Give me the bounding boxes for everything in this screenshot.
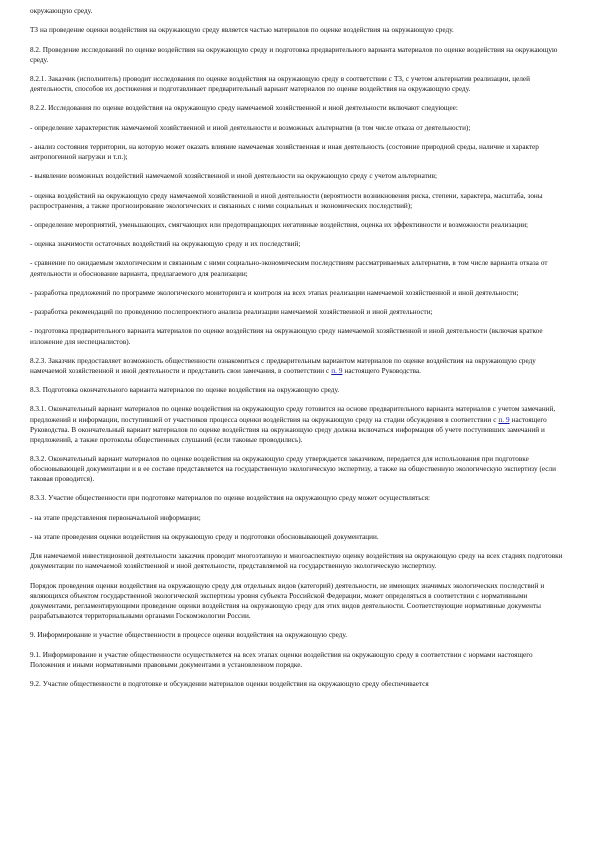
paragraph-text: 9.1. Информирование и участие общественности осуществляется на всех этапах оценки воздействия на окружающую среду в соответствии с нормами настоящего Положения и иными нормативными правовыми документами в установленном порядке.: [30, 650, 533, 669]
paragraph: [30, 142, 565, 162]
section-link[interactable]: п. 9: [498, 415, 510, 424]
paragraph-text: 8.2.1. Заказчик (исполнитель) проводит исследования по оценке воздействия на окружающую среду в соответствии с ТЗ, с учетом альтернатив реализации, целей деятельности, способов их достижения и подготавливает предварительный вариант материалов по оценке воздействия на окружающую среду.: [30, 74, 530, 94]
paragraph: [30, 258, 565, 278]
paragraph: [30, 493, 565, 503]
paragraph-text: - определение мероприятий, уменьшающих, смягчающих или предотвращающих негативные воздействия, оценка их эффективности и возможности реализации;: [30, 220, 529, 229]
paragraph: [30, 288, 565, 298]
paragraph-text-continued: настоящего Руководства. В окончательный вариант материалов по оценке воздействия на окружающую среду должна включаться информация об учете поступивших замечаний и предложений, а также протоколы общественных слушаний (если таковые проводились).: [30, 415, 547, 444]
paragraph: [30, 74, 565, 94]
paragraph-text: Порядок проведения оценки воздействия на окружающую среду для отдельных видов (категорий) деятельности, не имеющих значимых экологических последствий и являющихся объектом государственной экологической экспертизы уровня субъекта Российской Федерации, может определяться в соответствии с нормативными документами, регламентирующими проведение оценки воздействия на окружающую среду для этих видов деятельности. Соответствующие нормативные документы разрабатываются территориальными органами Госкомэкологии России.: [30, 581, 545, 620]
paragraph: [30, 239, 565, 249]
paragraph-text: 8.2.2. Исследования по оценке воздействия на окружающую среду намечаемой хозяйственной и иной деятельности включают следующее:: [30, 104, 458, 113]
paragraph: [30, 123, 565, 133]
paragraph: [30, 385, 565, 395]
paragraph: [30, 551, 565, 571]
paragraph: [30, 171, 565, 181]
paragraph-text: 9.2. Участие общественности в подготовке и обсуждении материалов оценки воздействия на окружающую среду обеспечивается: [30, 679, 429, 688]
paragraph-text: - анализ состояния территории, на которую может оказать влияние намечаемая хозяйственная и иная деятельность (состояние природной среды, наличие и характер антропогенной нагрузки и т.п.);: [30, 142, 539, 161]
paragraph-text: - разработка предложений по программе экологического мониторинга и контроля на всех этапах реализации намечаемой хозяйственной и иной деятельности;: [30, 288, 519, 297]
paragraph-text: 8.3. Подготовка окончательного варианта материалов по оценке воздействия на окружающую среду.: [30, 386, 340, 395]
paragraph-text: - выявление возможных воздействий намечаемой хозяйственной и иной деятельности на окружающую среду с учетом альтернатив;: [30, 172, 437, 181]
paragraph-text: 8.3.1. Окончательный вариант материалов по оценке воздействия на окружающую среду готовится на основе предварительного варианта материалов с учетом замечаний, предложений и информации, поступившей от участников процесса оценки воздействия на окружающую среду на стадии обсуждения в соответствии с: [30, 405, 556, 424]
paragraph-text: 8.2.3. Заказчик предоставляет возможность общественности ознакомиться с предварительным вариантом материалов по оценке воздействия на окружающую среду намечаемой хозяйственной и иной деятельности и представить свои замечания, в соответствии с: [30, 356, 536, 375]
paragraph: [30, 45, 565, 65]
paragraph-text: 8.2. Проведение исследований по оценке воздействия на окружающую среду и подготовка предварительного варианта материалов по оценке воздействия на окружающую среду.: [30, 45, 558, 64]
paragraph-text: - разработка рекомендаций по проведению послепроектного анализа реализации намечаемой хозяйственной и иной деятельности;: [30, 308, 433, 317]
paragraph: [30, 454, 565, 484]
paragraph: [30, 326, 565, 346]
paragraph-text: - на этапе проведения оценки воздействия на окружающую среду и подготовки обосновывающей документации.: [30, 533, 379, 542]
paragraph-text: - сравнение по ожидаемым экологическим и связанным с ними социально-экономическим последствиям рассматриваемых альтернатив, в том числе варианта отказа от деятельности и обоснование варианта, предлагаемого для реализации;: [30, 259, 548, 278]
paragraph: [30, 404, 565, 444]
paragraph-text-continued: настоящего Руководства.: [342, 366, 421, 375]
paragraph: [30, 103, 565, 113]
paragraph-text: 8.3.2. Окончательный вариант материалов по оценке воздействия на окружающую среду утверждается заказчиком, передается для использования при подготовке обосновывающей документации и в ее составе представляется на государственную экологическую экспертизу, а также на общественную экологическую экспертизу (если таковая проводится).: [30, 455, 556, 484]
paragraph-text: - оценка значимости остаточных воздействий на окружающую среду и их последствий;: [30, 240, 301, 249]
document-page: [30, 6, 565, 698]
paragraph: [30, 356, 565, 376]
paragraph: [30, 679, 565, 689]
paragraph: [30, 220, 565, 230]
paragraph: [30, 581, 565, 621]
paragraph: [30, 532, 565, 542]
paragraph: [30, 25, 565, 35]
paragraph-text: - определение характеристик намечаемой хозяйственной и иной деятельности и возможных альтернатив (в том числе отказа от деятельности);: [30, 123, 471, 132]
paragraph-text: Для намечаемой инвестиционной деятельности заказчик проводит многоэтапную и многоаспектную оценку воздействия на окружающую среду на всех стадиях подготовки документации по намечаемой хозяйственной и иной деятельности, представляемой на государственную экологическую экспертизу.: [30, 552, 563, 571]
section-link[interactable]: п. 9: [331, 366, 343, 375]
paragraph-text: - оценка воздействий на окружающую среду намечаемой хозяйственной и иной деятельности (вероятности возникновения риска, степени, характера, масштаба, зоны распространения, а также прогнозирование экологических и связанных с ними социальных и экономических последствий);: [30, 191, 543, 210]
paragraph: [30, 307, 565, 317]
paragraph-text: - на этапе представления первоначальной информации;: [30, 513, 201, 522]
paragraph: [30, 630, 565, 640]
paragraph: [30, 6, 565, 16]
paragraph-text: окружающую среду.: [30, 7, 93, 15]
paragraph-text: 9. Информирование и участие общественности в процессе оценки воздействия на окружающую среду.: [30, 631, 348, 640]
paragraph-text: 8.3.3. Участие общественности при подготовке материалов по оценке воздействия на окружающую среду может осуществляться:: [30, 494, 431, 503]
paragraph: [30, 513, 565, 523]
paragraph: [30, 191, 565, 211]
paragraph-text: - подготовка предварительного варианта материалов по оценке воздействия на окружающую среду намечаемой хозяйственной и иной деятельности (включая краткое изложение для неспециалистов).: [30, 327, 543, 346]
paragraph: [30, 650, 565, 670]
paragraph-text: ТЗ на проведение оценки воздействия на окружающую среду является частью материалов по оценке воздействия на окружающую среду.: [30, 26, 454, 35]
